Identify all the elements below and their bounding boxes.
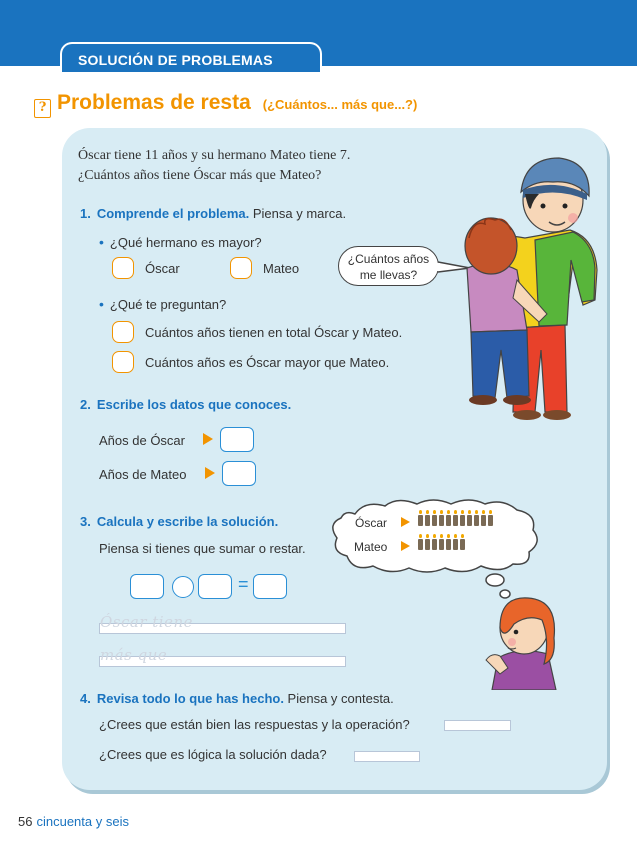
problem-line-1: Óscar tiene 11 años y su hermano Mateo tiene 7. [78, 148, 351, 163]
operand-2-input[interactable] [198, 574, 232, 599]
page-footer [18, 814, 129, 829]
candle-icon [453, 515, 458, 526]
step-4-question-1: ¿Crees que están bien las respuestas y la operación? [99, 717, 410, 732]
candle-icon [418, 539, 423, 550]
arrow-icon [205, 467, 215, 479]
candle-icon [439, 515, 444, 526]
field-label-mateo: Años de Mateo [99, 467, 187, 482]
oscar-checkbox[interactable] [112, 257, 134, 279]
speech-bubble: ¿Cuántos años me llevas? [338, 246, 439, 286]
thought-label-oscar: Óscar [355, 516, 388, 530]
option-oscar[interactable]: Óscar [112, 257, 180, 279]
question-icon: ? [34, 99, 51, 118]
page-number-words: cincuenta y seis [36, 814, 129, 829]
candle-icon [474, 515, 479, 526]
title-row [34, 91, 417, 116]
answer-field-2[interactable] [354, 751, 420, 762]
step-4-question-2: ¿Crees que es lógica la solución dada? [99, 747, 327, 762]
mateo-checkbox[interactable] [230, 257, 252, 279]
candle-icon [460, 539, 465, 550]
girl-illustration [478, 590, 588, 690]
step-1-heading: 1. Comprende el problema. Piensa y marca. [80, 206, 347, 221]
candle-icon [460, 515, 465, 526]
operand-1-input[interactable] [130, 574, 164, 599]
candle-icon [425, 515, 430, 526]
section-tab: SOLUCIÓN DE PROBLEMAS [60, 42, 322, 72]
option-mateo[interactable]: Mateo [230, 257, 299, 279]
difference-checkbox[interactable] [112, 351, 134, 373]
page-subtitle: (¿Cuántos... más que...?) [262, 97, 418, 112]
candle-icon [432, 539, 437, 550]
option-total[interactable]: Cuántos años tienen en total Óscar y Mateo. [112, 321, 402, 343]
equals-sign: = [238, 574, 249, 594]
operator-input[interactable] [172, 576, 194, 598]
answer-field-1[interactable] [444, 720, 511, 731]
brothers-illustration [455, 150, 605, 420]
candle-icon [446, 515, 451, 526]
candle-icon [446, 539, 451, 550]
step-3-hint: Piensa si tienes que sumar o restar. [99, 541, 306, 556]
candles-oscar [418, 515, 493, 526]
arrow-icon [401, 517, 410, 527]
cursive-guide-2: más que [100, 646, 168, 664]
cursive-guide-1: Óscar tiene [100, 613, 194, 631]
field-label-oscar: Años de Óscar [99, 433, 185, 448]
thought-label-mateo: Mateo [354, 540, 388, 554]
step-3-heading: 3. Calcula y escribe la solución. [80, 514, 279, 529]
candles-mateo [418, 539, 465, 550]
problem-statement [78, 146, 350, 186]
candle-icon [439, 539, 444, 550]
problem-line-2: ¿Cuántos años tiene Óscar más que Mateo? [78, 168, 322, 183]
candle-icon [488, 515, 493, 526]
step-4-heading: 4. Revisa todo lo que has hecho. Piensa y contesta. [80, 691, 394, 706]
candle-icon [467, 515, 472, 526]
candle-icon [481, 515, 486, 526]
oscar-age-input[interactable] [220, 427, 254, 452]
candle-icon [453, 539, 458, 550]
step-1-question-2: • ¿Qué te preguntan? [99, 296, 227, 312]
arrow-icon [203, 433, 213, 445]
arrow-icon [401, 541, 410, 551]
candle-icon [425, 539, 430, 550]
total-checkbox[interactable] [112, 321, 134, 343]
step-1-question-1: • ¿Qué hermano es mayor? [99, 234, 262, 250]
candle-icon [418, 515, 423, 526]
option-difference[interactable]: Cuántos años es Óscar mayor que Mateo. [112, 351, 389, 373]
page-title: Problemas de resta [57, 91, 251, 114]
page-number: 56 [18, 814, 33, 829]
step-2-heading: 2. Escribe los datos que conoces. [80, 397, 292, 412]
mateo-age-input[interactable] [222, 461, 256, 486]
candle-icon [432, 515, 437, 526]
result-input[interactable] [253, 574, 287, 599]
